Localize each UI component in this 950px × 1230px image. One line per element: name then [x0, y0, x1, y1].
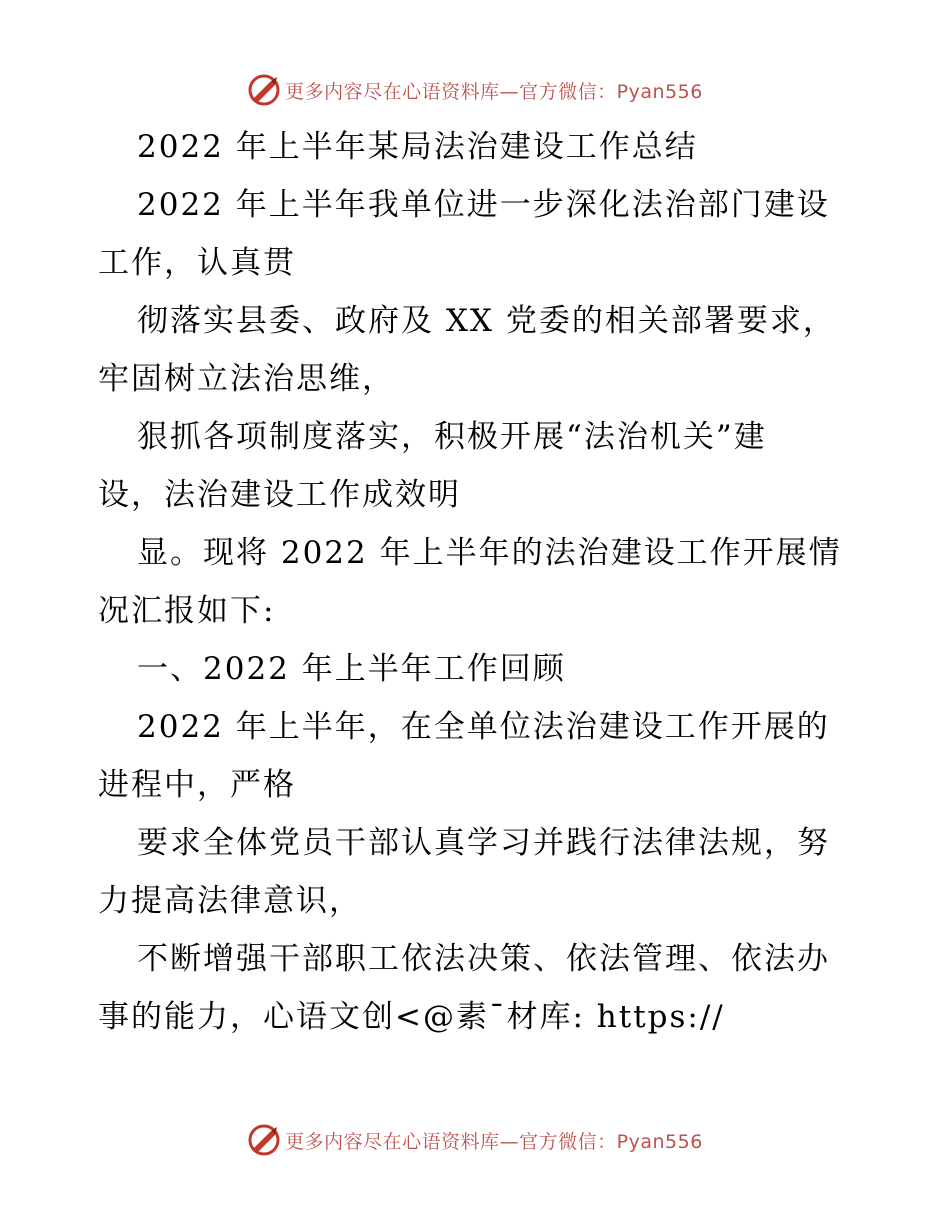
- paragraph-line: 力提高法律意识，: [98, 883, 362, 919]
- footer-banner: [0, 1120, 950, 1160]
- paragraph-line: 彻落实县委、政府及 XX 党委的相关部署要求，: [137, 303, 836, 339]
- paragraph-line: 工作，认真贯: [98, 245, 296, 281]
- paragraph-line: 进程中，严格: [98, 767, 296, 803]
- paragraph-line: 2022 年上半年，在全单位法治建设工作开展的: [137, 709, 830, 745]
- paragraph-line: 要求全体党员干部认真学习并践行法律法规，努: [137, 825, 830, 861]
- paragraph-line: 牢固树立法治思维，: [98, 361, 395, 397]
- brand-logo-icon: [247, 73, 281, 107]
- paragraph-line: 设，法治建设工作成效明: [98, 477, 461, 513]
- paragraph-line: 2022 年上半年我单位进一步深化法治部门建设: [137, 187, 830, 223]
- document-title: 2022 年上半年某局法治建设工作总结: [137, 129, 698, 165]
- header-banner-text: 更多内容尽在心语资料库—官方微信：Pyan556: [285, 80, 703, 103]
- paragraph-line: 不断增强干部职工依法决策、依法管理、依法办: [137, 941, 830, 977]
- header-banner: [0, 70, 950, 110]
- footer-banner-text: 更多内容尽在心语资料库—官方微信：Pyan556: [285, 1130, 703, 1153]
- brand-logo-icon: [247, 1123, 281, 1157]
- paragraph-line: 狠抓各项制度落实，积极开展“法治机关”建: [137, 419, 767, 455]
- paragraph-line: 况汇报如下:: [98, 593, 276, 629]
- paragraph-line: 事的能力，心语文创<@素¯材库: https://: [98, 999, 725, 1035]
- paragraph-line: 显。现将 2022 年上半年的法治建设工作开展情: [137, 535, 842, 571]
- section-heading: 一、2022 年上半年工作回顾: [137, 651, 566, 687]
